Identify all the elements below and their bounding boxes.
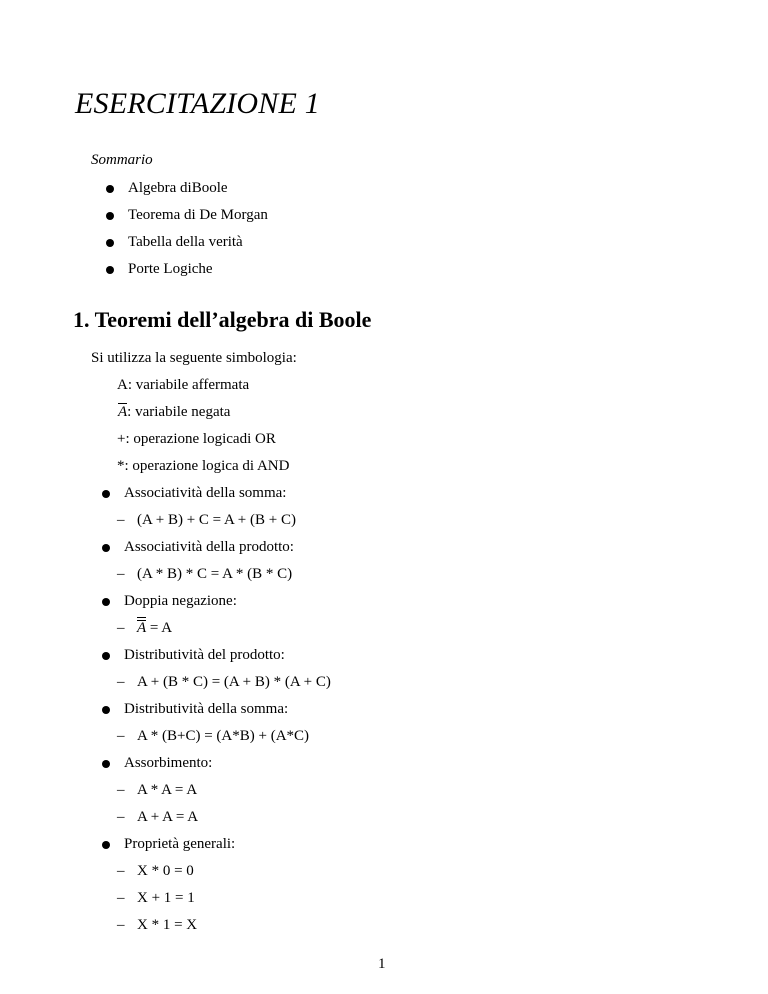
property-name: Doppia negazione: — [124, 593, 237, 609]
dash-marker: – — [117, 809, 125, 825]
formula: X + 1 = 1 — [137, 890, 195, 906]
double-negated-variable: A — [137, 620, 146, 637]
summary-item-text: Teorema di De Morgan — [128, 207, 268, 223]
property-item — [102, 593, 237, 610]
formula-line — [117, 674, 331, 691]
bullet-icon — [102, 544, 110, 552]
formula-line — [117, 782, 197, 799]
formula-line — [117, 809, 198, 826]
dash-marker: – — [117, 512, 125, 528]
property-item — [102, 647, 285, 664]
section-heading: 1. Teoremi dell’algebra di Boole — [73, 307, 372, 332]
formula: (A * B) * C = A * (B * C) — [137, 566, 293, 582]
dash-marker: – — [117, 782, 125, 798]
property-name: Assorbimento: — [124, 755, 213, 771]
dash-marker: – — [117, 917, 125, 933]
dash-marker: – — [117, 890, 125, 906]
symbol-or: +: operazione logicadi OR — [117, 431, 276, 447]
negated-variable: A — [118, 404, 128, 420]
bullet-icon — [102, 490, 110, 498]
bullet-icon — [106, 266, 114, 274]
bullet-icon — [106, 185, 114, 193]
formula: = A — [146, 620, 173, 636]
formula: (A + B) + C = A + (B + C) — [137, 512, 296, 528]
property-item — [102, 539, 294, 556]
summary-item — [106, 207, 268, 224]
page-number: 1 — [378, 956, 386, 972]
bullet-icon — [102, 760, 110, 768]
property-item — [102, 701, 288, 718]
property-item — [102, 485, 286, 502]
symbol-negated — [118, 404, 230, 421]
formula: A * (B+C) = (A*B) + (A*C) — [137, 728, 310, 744]
property-name: Distributività della somma: — [124, 701, 289, 717]
summary-item-text: Tabella della verità — [128, 234, 243, 250]
summary-item-text: Algebra diBoole — [128, 180, 228, 196]
negated-description: : variabile negata — [127, 404, 231, 420]
dash-marker: – — [117, 620, 125, 636]
bullet-icon — [102, 652, 110, 660]
formula-line — [117, 890, 195, 907]
formula-line — [117, 728, 309, 745]
formula-line — [117, 863, 194, 880]
property-item — [102, 755, 212, 772]
summary-item — [106, 234, 243, 251]
summary-item-text: Porte Logiche — [128, 261, 213, 277]
overline-bar — [118, 403, 127, 404]
property-item — [102, 836, 235, 853]
formula: A * A = A — [137, 782, 198, 798]
formula-line — [117, 512, 296, 529]
symbol-and: *: operazione logica di AND — [117, 458, 290, 474]
formula: A + (B * C) = (A + B) * (A + C) — [137, 674, 331, 690]
dash-marker: – — [117, 566, 125, 582]
summary-label: Sommario — [91, 152, 153, 168]
dash-marker: – — [117, 863, 125, 879]
property-name: Associatività della prodotto: — [124, 539, 294, 555]
bullet-icon — [102, 706, 110, 714]
document-title: ESERCITAZIONE 1 — [75, 87, 320, 120]
bullet-icon — [106, 239, 114, 247]
summary-item — [106, 180, 228, 197]
overline-bar — [137, 617, 146, 618]
formula: X * 0 = 0 — [137, 863, 194, 879]
property-name: Proprietà generali: — [124, 836, 236, 852]
formula-line — [117, 917, 197, 934]
formula-line — [117, 566, 292, 583]
intro-text: Si utilizza la seguente simbologia: — [91, 350, 297, 366]
property-name: Distributività del prodotto: — [124, 647, 285, 663]
formula: X * 1 = X — [137, 917, 198, 933]
formula: A + A = A — [137, 809, 199, 825]
bullet-icon — [102, 598, 110, 606]
dash-marker: – — [117, 728, 125, 744]
property-name: Associatività della somma: — [124, 485, 287, 501]
bullet-icon — [102, 841, 110, 849]
formula-line — [117, 620, 172, 637]
summary-item — [106, 261, 213, 278]
symbol-affirmed: A: variabile affermata — [117, 377, 250, 393]
bullet-icon — [106, 212, 114, 220]
dash-marker: – — [117, 674, 125, 690]
overline-bar — [137, 620, 146, 621]
